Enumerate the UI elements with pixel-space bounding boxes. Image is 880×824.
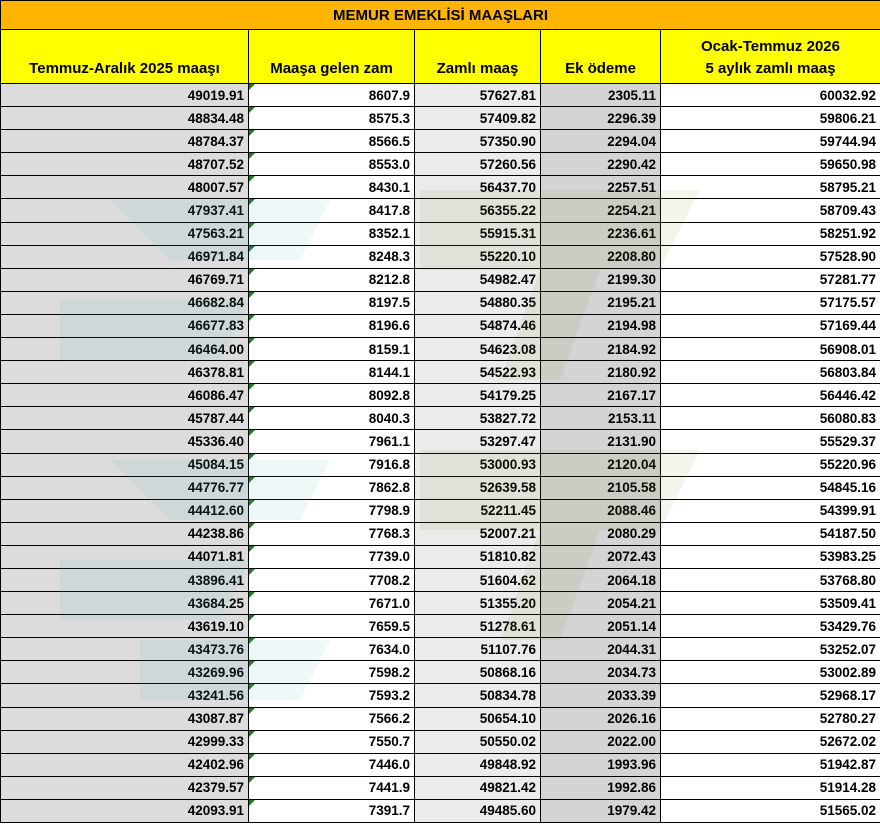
table-cell[interactable]: 53002.89: [661, 661, 880, 684]
table-cell[interactable]: 54874.46: [415, 314, 541, 337]
table-cell[interactable]: 52639.58: [415, 476, 541, 499]
table-cell[interactable]: 43619.10: [1, 615, 249, 638]
table-cell[interactable]: 53429.76: [661, 615, 880, 638]
table-cell[interactable]: 7634.0: [249, 638, 415, 661]
table-cell[interactable]: 57350.90: [415, 130, 541, 153]
table-cell[interactable]: 43896.41: [1, 568, 249, 591]
table-row: [1, 499, 880, 522]
table-cell[interactable]: 56446.42: [661, 384, 880, 407]
table-cell[interactable]: 2120.04: [541, 453, 661, 476]
table-cell[interactable]: 8430.1: [249, 176, 415, 199]
table-row: [1, 430, 880, 453]
table-cell[interactable]: 8607.9: [249, 84, 415, 107]
table-cell[interactable]: 2184.92: [541, 338, 661, 361]
table-cell[interactable]: 2294.04: [541, 130, 661, 153]
table-cell[interactable]: 49848.92: [415, 753, 541, 776]
table-cell[interactable]: 51355.20: [415, 592, 541, 615]
table-cell[interactable]: 47937.41: [1, 199, 249, 222]
table-row: [1, 222, 880, 245]
table-cell[interactable]: 57281.77: [661, 268, 880, 291]
table-cell[interactable]: 8352.1: [249, 222, 415, 245]
table-cell[interactable]: 57627.81: [415, 84, 541, 107]
table-row: [1, 407, 880, 430]
table-cell[interactable]: 48707.52: [1, 153, 249, 176]
table-cell[interactable]: 54187.50: [661, 522, 880, 545]
table-cell[interactable]: 2199.30: [541, 268, 661, 291]
table-cell[interactable]: 55529.37: [661, 430, 880, 453]
table-cell[interactable]: 2290.42: [541, 153, 661, 176]
table-row: [1, 730, 880, 753]
table-cell[interactable]: 7916.8: [249, 453, 415, 476]
table-cell[interactable]: 57175.57: [661, 291, 880, 314]
table-row: [1, 338, 880, 361]
table-row: [1, 638, 880, 661]
table-cell[interactable]: 8092.8: [249, 384, 415, 407]
table-cell[interactable]: 43684.25: [1, 592, 249, 615]
table-cell[interactable]: 54880.35: [415, 291, 541, 314]
header-cell-two-line[interactable]: [661, 30, 880, 84]
table-cell[interactable]: 42999.33: [1, 730, 249, 753]
table-row: [1, 661, 880, 684]
table-cell[interactable]: 2054.21: [541, 592, 661, 615]
header-cell[interactable]: Temmuz-Aralık 2025 maaşı: [1, 30, 249, 84]
table-cell[interactable]: 48784.37: [1, 130, 249, 153]
table-cell[interactable]: 2105.58: [541, 476, 661, 499]
table-cell[interactable]: 44776.77: [1, 476, 249, 499]
table-row: [1, 153, 880, 176]
table-cell[interactable]: 53000.93: [415, 453, 541, 476]
table-row: [1, 592, 880, 615]
table-row: [1, 268, 880, 291]
table-cell[interactable]: 48007.57: [1, 176, 249, 199]
table-cell[interactable]: 57260.56: [415, 153, 541, 176]
table-cell[interactable]: 45336.40: [1, 430, 249, 453]
table-row: [1, 384, 880, 407]
table-cell[interactable]: 8197.5: [249, 291, 415, 314]
table-cell[interactable]: 2257.51: [541, 176, 661, 199]
table-cell[interactable]: 8566.5: [249, 130, 415, 153]
table-cell[interactable]: 56437.70: [415, 176, 541, 199]
table-cell[interactable]: 54623.08: [415, 338, 541, 361]
table-cell[interactable]: 2167.17: [541, 384, 661, 407]
table-cell[interactable]: 53768.80: [661, 568, 880, 591]
table-cell[interactable]: 7671.0: [249, 592, 415, 615]
table-cell[interactable]: 57409.82: [415, 107, 541, 130]
table-cell[interactable]: 49821.42: [415, 776, 541, 799]
table-row: [1, 199, 880, 222]
table-cell[interactable]: 47563.21: [1, 222, 249, 245]
table-cell[interactable]: 44238.86: [1, 522, 249, 545]
table-row: [1, 522, 880, 545]
table-cell[interactable]: 43473.76: [1, 638, 249, 661]
table-row: [1, 291, 880, 314]
table-row: [1, 245, 880, 268]
table-cell[interactable]: 49019.91: [1, 84, 249, 107]
table-row: [1, 776, 880, 799]
table-cell[interactable]: 59650.98: [661, 153, 880, 176]
table-cell[interactable]: 53983.25: [661, 545, 880, 568]
table-row: [1, 476, 880, 499]
table-cell[interactable]: 43241.56: [1, 684, 249, 707]
table-cell[interactable]: 55915.31: [415, 222, 541, 245]
table-cell[interactable]: 43087.87: [1, 707, 249, 730]
table-cell[interactable]: 60032.92: [661, 84, 880, 107]
table-row: [1, 615, 880, 638]
header-row: [1, 30, 880, 84]
table-row: [1, 176, 880, 199]
table-cell[interactable]: 58251.92: [661, 222, 880, 245]
table-cell[interactable]: 8575.3: [249, 107, 415, 130]
table-row: [1, 568, 880, 591]
table-cell[interactable]: 58795.21: [661, 176, 880, 199]
table-cell[interactable]: 2254.21: [541, 199, 661, 222]
table-cell[interactable]: 44071.81: [1, 545, 249, 568]
table-cell[interactable]: 46682.84: [1, 291, 249, 314]
table-cell[interactable]: 49485.60: [415, 799, 541, 822]
table-row: [1, 107, 880, 130]
table-cell[interactable]: 7798.9: [249, 499, 415, 522]
header-line-2: 5 aylık zamlı maaş: [705, 60, 836, 77]
table-row: [1, 84, 880, 107]
table-cell[interactable]: 2033.39: [541, 684, 661, 707]
table-cell[interactable]: 1992.86: [541, 776, 661, 799]
table-row: [1, 361, 880, 384]
table-cell[interactable]: 7659.5: [249, 615, 415, 638]
table-cell[interactable]: 56908.01: [661, 338, 880, 361]
table-cell[interactable]: 48834.48: [1, 107, 249, 130]
table-cell[interactable]: 56080.83: [661, 407, 880, 430]
table-cell[interactable]: 46971.84: [1, 245, 249, 268]
table-row: [1, 753, 880, 776]
table-cell[interactable]: 42402.96: [1, 753, 249, 776]
table-cell[interactable]: 45787.44: [1, 407, 249, 430]
table-row: [1, 314, 880, 337]
table-cell[interactable]: 8417.8: [249, 199, 415, 222]
table-cell[interactable]: 7441.9: [249, 776, 415, 799]
table-cell[interactable]: 58709.43: [661, 199, 880, 222]
table-cell[interactable]: 2022.00: [541, 730, 661, 753]
table-cell[interactable]: 51278.61: [415, 615, 541, 638]
table-cell[interactable]: 50654.10: [415, 707, 541, 730]
table-cell[interactable]: 7566.2: [249, 707, 415, 730]
table-cell[interactable]: 8040.3: [249, 407, 415, 430]
table-cell[interactable]: 2072.43: [541, 545, 661, 568]
table-cell[interactable]: 2131.90: [541, 430, 661, 453]
table-cell[interactable]: 52968.17: [661, 684, 880, 707]
table-cell[interactable]: 43269.96: [1, 661, 249, 684]
table-row: [1, 799, 880, 822]
table-body: [1, 84, 880, 823]
title-row: [1, 1, 880, 30]
table-cell[interactable]: 53252.07: [661, 638, 880, 661]
table-cell[interactable]: 46378.81: [1, 361, 249, 384]
table-cell[interactable]: 52211.45: [415, 499, 541, 522]
table-cell[interactable]: 2026.16: [541, 707, 661, 730]
table-cell[interactable]: 7862.8: [249, 476, 415, 499]
table-cell[interactable]: 53297.47: [415, 430, 541, 453]
table-cell[interactable]: 50550.02: [415, 730, 541, 753]
table-cell[interactable]: 44412.60: [1, 499, 249, 522]
table-cell[interactable]: 53509.41: [661, 592, 880, 615]
table-row: [1, 130, 880, 153]
table-cell[interactable]: 52780.27: [661, 707, 880, 730]
table-cell[interactable]: 2195.21: [541, 291, 661, 314]
table-cell[interactable]: 57528.90: [661, 245, 880, 268]
table-cell[interactable]: 8248.3: [249, 245, 415, 268]
table-cell[interactable]: 7391.7: [249, 799, 415, 822]
table-cell[interactable]: 2194.98: [541, 314, 661, 337]
table-cell[interactable]: 2080.29: [541, 522, 661, 545]
table-cell[interactable]: 2236.61: [541, 222, 661, 245]
table-cell[interactable]: 51810.82: [415, 545, 541, 568]
table-cell[interactable]: 55220.96: [661, 453, 880, 476]
table-cell[interactable]: 2208.80: [541, 245, 661, 268]
header-cell[interactable]: Zamlı maaş: [415, 30, 541, 84]
table-cell[interactable]: 8212.8: [249, 268, 415, 291]
table-cell[interactable]: 8159.1: [249, 338, 415, 361]
table-cell[interactable]: 57169.44: [661, 314, 880, 337]
table-cell[interactable]: 50834.78: [415, 684, 541, 707]
table-cell[interactable]: 7739.0: [249, 545, 415, 568]
table-cell[interactable]: 54982.47: [415, 268, 541, 291]
table-cell[interactable]: 54522.93: [415, 361, 541, 384]
table-cell[interactable]: 52007.21: [415, 522, 541, 545]
table-cell[interactable]: 7961.1: [249, 430, 415, 453]
table-cell[interactable]: 2305.11: [541, 84, 661, 107]
table-cell[interactable]: 50868.16: [415, 661, 541, 684]
table-cell[interactable]: 56803.84: [661, 361, 880, 384]
table-cell[interactable]: 54845.16: [661, 476, 880, 499]
table-cell[interactable]: 7708.2: [249, 568, 415, 591]
table-cell[interactable]: 1993.96: [541, 753, 661, 776]
table-cell[interactable]: 2034.73: [541, 661, 661, 684]
table-cell[interactable]: 46086.47: [1, 384, 249, 407]
table-cell[interactable]: 53827.72: [415, 407, 541, 430]
table-cell[interactable]: 42379.57: [1, 776, 249, 799]
table-row: [1, 545, 880, 568]
table-cell[interactable]: 54179.25: [415, 384, 541, 407]
table-cell[interactable]: 2180.92: [541, 361, 661, 384]
header-line-1: Ocak-Temmuz 2026: [701, 38, 840, 55]
table-cell[interactable]: 2044.31: [541, 638, 661, 661]
table-cell[interactable]: 7550.7: [249, 730, 415, 753]
table-cell[interactable]: 45084.15: [1, 453, 249, 476]
table-cell[interactable]: 51914.28: [661, 776, 880, 799]
table-cell[interactable]: 8144.1: [249, 361, 415, 384]
table-cell[interactable]: 8553.0: [249, 153, 415, 176]
table-cell[interactable]: 1979.42: [541, 799, 661, 822]
table-cell[interactable]: 2153.11: [541, 407, 661, 430]
table-cell[interactable]: 56355.22: [415, 199, 541, 222]
table-cell[interactable]: 42093.91: [1, 799, 249, 822]
table-title: MEMUR EMEKLİSİ MAAŞLARI: [1, 1, 880, 30]
table-cell[interactable]: 2296.39: [541, 107, 661, 130]
table-cell[interactable]: 2051.14: [541, 615, 661, 638]
table-cell[interactable]: 7446.0: [249, 753, 415, 776]
table-cell[interactable]: 51565.02: [661, 799, 880, 822]
table-cell[interactable]: 46769.71: [1, 268, 249, 291]
table-row: [1, 453, 880, 476]
table-cell[interactable]: 7593.2: [249, 684, 415, 707]
header-cell[interactable]: Maaşa gelen zam: [249, 30, 415, 84]
table-cell[interactable]: 8196.6: [249, 314, 415, 337]
table-cell[interactable]: 7768.3: [249, 522, 415, 545]
table-cell[interactable]: 7598.2: [249, 661, 415, 684]
table-cell[interactable]: 51604.62: [415, 568, 541, 591]
table-cell[interactable]: 51942.87: [661, 753, 880, 776]
table-cell[interactable]: 2064.18: [541, 568, 661, 591]
table-row: [1, 684, 880, 707]
table-cell[interactable]: 2088.46: [541, 499, 661, 522]
table-cell[interactable]: 55220.10: [415, 245, 541, 268]
table-cell[interactable]: 46464.00: [1, 338, 249, 361]
table-cell[interactable]: 51107.76: [415, 638, 541, 661]
table-row: [1, 707, 880, 730]
table-cell[interactable]: 59806.21: [661, 107, 880, 130]
table-cell[interactable]: 46677.83: [1, 314, 249, 337]
header-cell[interactable]: Ek ödeme: [541, 30, 661, 84]
table-cell[interactable]: 59744.94: [661, 130, 880, 153]
table-cell[interactable]: 54399.91: [661, 499, 880, 522]
table-cell[interactable]: 52672.02: [661, 730, 880, 753]
